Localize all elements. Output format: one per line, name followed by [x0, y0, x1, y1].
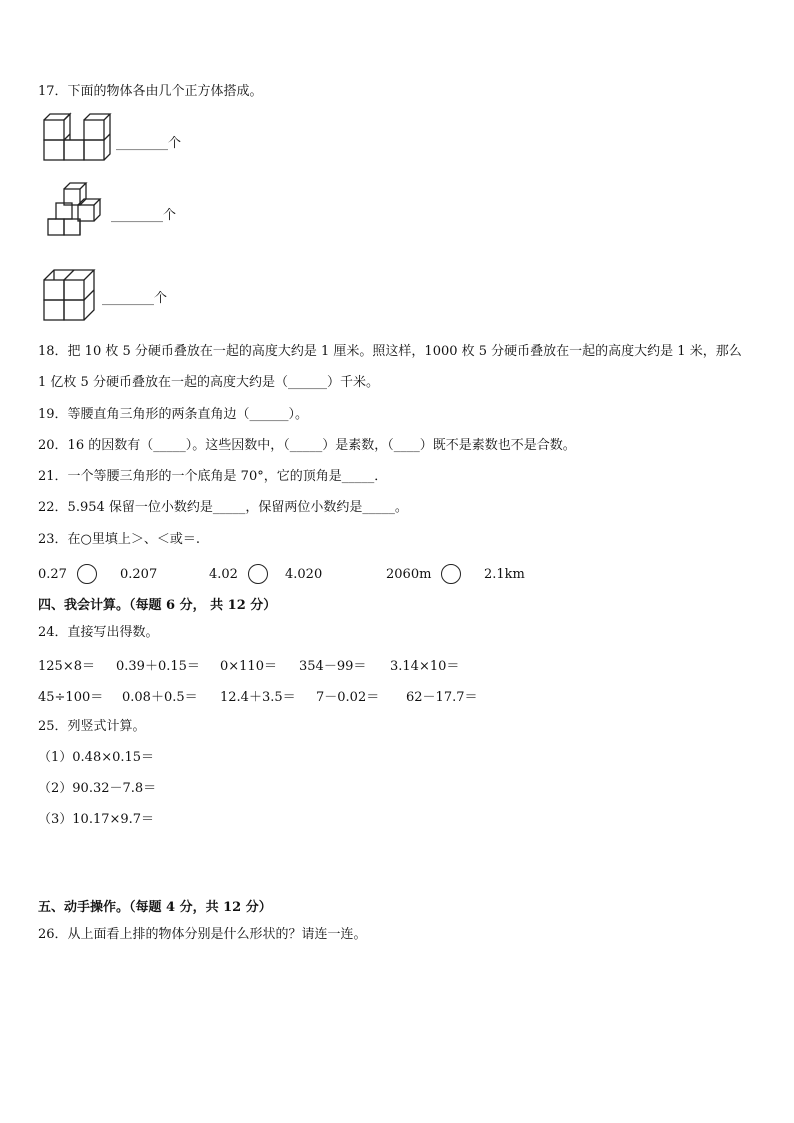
q18-line-1: 18．把 10 枚 5 分硬币叠放在一起的高度大约是 1 厘米。照这样，1000 枚 5 分硬币叠放在一起的高度大约是 1 米，那么 [38, 344, 742, 359]
cube-figure-1 [42, 112, 114, 162]
q23-compare-circle-3[interactable] [441, 564, 461, 584]
q19: 19．等腰直角三角形的两条直角边（______）。 [38, 407, 309, 422]
q23-pair-1-right: 0.207 [120, 567, 158, 582]
q23-pair-2-left: 4.02 [209, 567, 238, 582]
q24-title: 24．直接写出得数。 [38, 625, 159, 640]
q17-answer-2[interactable]: ________个 [111, 208, 177, 223]
q25-item-1: （1）0.48×0.15＝ [38, 750, 155, 765]
q24-item: 3.14×10＝ [390, 659, 460, 674]
q23-compare-circle-2[interactable] [248, 564, 268, 584]
q23-pair-3-left: 2060m [386, 567, 432, 582]
q24-item: 354－99＝ [299, 659, 367, 674]
q24-item: 0.08＋0.5＝ [122, 690, 198, 705]
q24-item: 7－0.02＝ [316, 690, 380, 705]
q25-item-3: （3）10.17×9.7＝ [38, 812, 155, 827]
section-5-heading: 五、动手操作。（每题 4 分，共 12 分） [38, 900, 272, 915]
q25-item-2: （2）90.32－7.8＝ [38, 781, 157, 796]
section-4-heading: 四、我会计算。（每题 6 分， 共 12 分） [38, 598, 277, 613]
q25-title: 25．列竖式计算。 [38, 719, 146, 734]
q17-answer-1[interactable]: ________个 [116, 136, 182, 151]
q22: 22．5.954 保留一位小数约是_____，保留两位小数约是_____。 [38, 500, 408, 515]
cube-figure-3 [42, 268, 98, 324]
q23-title: 23．在○里填上＞、＜或＝. [38, 532, 201, 547]
q26: 26．从上面看上排的物体分别是什么形状的？请连一连。 [38, 927, 367, 942]
q20: 20．16 的因数有（_____）。这些因数中，（_____）是素数，（____）既不是素数也不是合数。 [38, 438, 576, 453]
q24-item: 0×110＝ [220, 659, 277, 674]
q24-item: 45÷100＝ [38, 690, 104, 705]
q23-compare-circle-1[interactable] [77, 564, 97, 584]
q23-pair-1-left: 0.27 [38, 567, 67, 582]
q24-item: 12.4＋3.5＝ [220, 690, 296, 705]
cube-figure-2 [44, 181, 110, 241]
q23-pair-3-right: 2.1km [484, 567, 525, 582]
q17-answer-3[interactable]: ________个 [102, 291, 168, 306]
q24-item: 0.39＋0.15＝ [116, 659, 200, 674]
q18-line-2: 1 亿枚 5 分硬币叠放在一起的高度大约是（______）千米。 [38, 375, 379, 390]
q24-item: 62－17.7＝ [406, 690, 478, 705]
q23-pair-2-right: 4.020 [285, 567, 323, 582]
q17-title: 17．下面的物体各由几个正方体搭成。 [38, 84, 263, 99]
q21: 21．一个等腰三角形的一个底角是 70°，它的顶角是_____． [38, 469, 388, 484]
q24-item: 125×8＝ [38, 659, 95, 674]
